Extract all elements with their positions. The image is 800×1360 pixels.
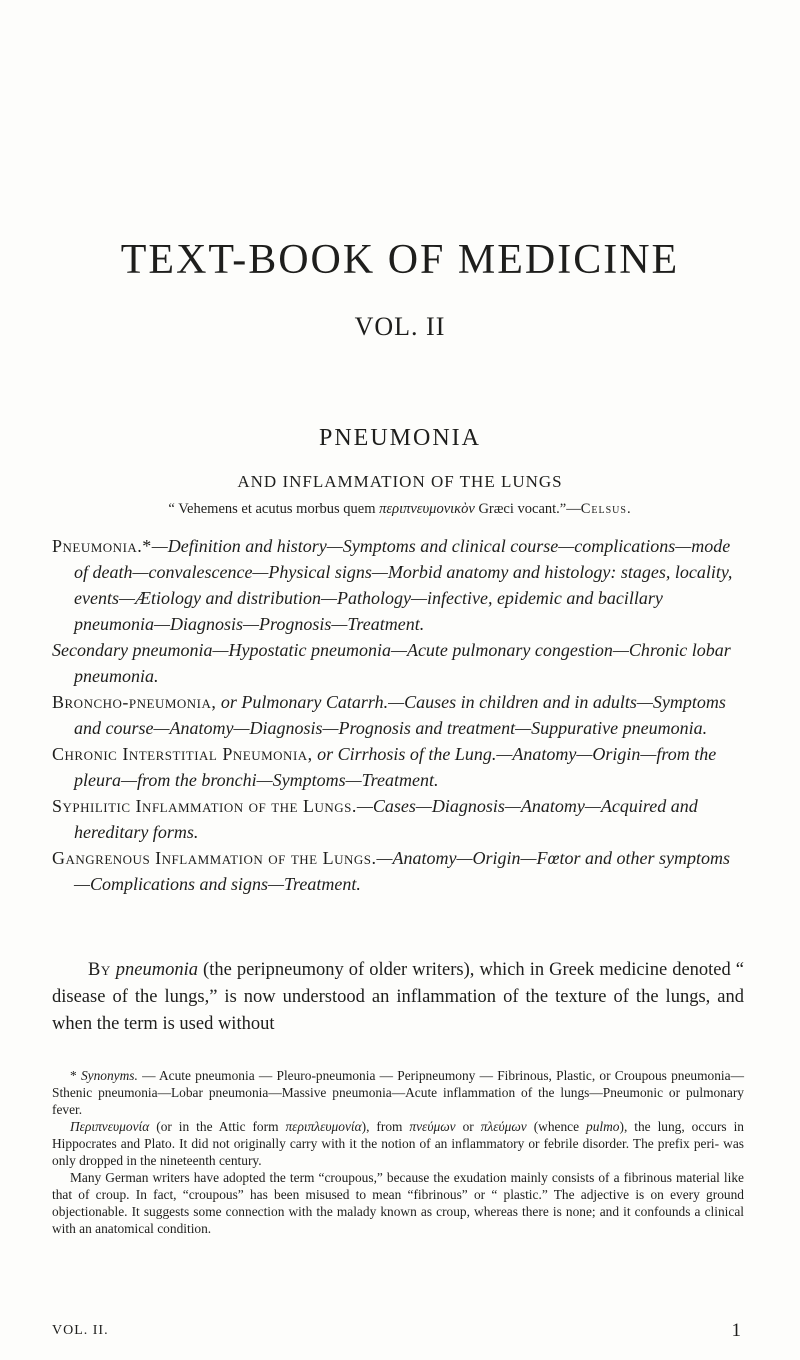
chapter-title: PNEUMONIA bbox=[319, 425, 481, 451]
body-term: pneumonia bbox=[115, 960, 198, 980]
synopsis-topics: or Pulmonary Catarrh.—Causes in children and in adults—Symptoms and course—Anatomy—Diagnosis—Prognosis and treatment—Suppurative pneumonia. bbox=[74, 692, 726, 738]
page-number: 1 bbox=[731, 1320, 742, 1341]
footnote-marker: * bbox=[70, 1068, 77, 1083]
synopsis-topics: —Cases—Diagnosis—Anatomy—Acquired and hereditary forms. bbox=[74, 796, 698, 842]
synopsis-heading: Gangrenous Inflammation of the Lungs. bbox=[52, 848, 377, 868]
epigraph-author: Celsus. bbox=[580, 501, 632, 517]
body-lead-word: By bbox=[88, 960, 111, 980]
synopsis-heading: Chronic Interstitial Pneumonia, bbox=[52, 744, 313, 764]
synopsis-topics: or Cirrhosis of the Lung.—Anatomy—Origin—from the pleura—from the bronchi—Symptoms—Treatment. bbox=[74, 744, 717, 790]
epigraph-text-start: “ Vehemens et acutus morbus quem bbox=[168, 501, 380, 517]
footnote-text: ), from bbox=[361, 1119, 410, 1134]
footnote-label: Synonyms. bbox=[80, 1068, 138, 1083]
synopsis-entry bbox=[52, 533, 744, 637]
synopsis-entry bbox=[52, 793, 744, 845]
synopsis-entry bbox=[52, 741, 744, 793]
volume-label: VOL. II bbox=[354, 312, 446, 341]
footnote-latin-term: pulmo bbox=[586, 1119, 620, 1134]
footnote-text: (or in the Attic form bbox=[149, 1119, 286, 1134]
synopsis-topics: —Definition and history—Symptoms and clinical course—complications—mode of death—convalescence—Physical signs—Morbid anatomy and histology: stages, locality, events—Ætiology and distribution—Pathology—infective, epidemic and bacillary pneumonia—Diagnosis—Prognosis—Treatment. bbox=[74, 536, 733, 634]
footnote-greek-term: πνεύμων bbox=[409, 1119, 456, 1134]
footnote-text: (whence bbox=[526, 1119, 587, 1134]
footnote-croupous-note: Many German writers have adopted the term “croupous,” because the exudation mainly consists of a fibrinous material like that of croup. In fact, “croupous” has been misused to mean “fibrinous” or “ plastic.” The adjective is on every ground objectionable. It suggests some connection with the malady known as croup, whereas there is none; and it confounds a clinical with an anatomical condition. bbox=[52, 1170, 744, 1236]
footnote-greek-term: περιπλευμονία bbox=[285, 1119, 362, 1134]
chapter-subtitle: AND INFLAMMATION OF THE LUNGS bbox=[237, 472, 563, 491]
chapter-synopsis bbox=[52, 533, 744, 897]
synopsis-topics: —Anatomy—Origin—Fœtor and other symptoms—Complications and signs—Treatment. bbox=[74, 848, 731, 894]
footnote-synonyms-text: — Acute pneumonia — Pleuro-pneumonia — Peripneumony — Fibrinous, Plastic, or Croupous pneumonia—Sthenic pneumonia—Lobar pneumonia—Massive pneumonia—Acute inflammation of the lungs—Pneumonic or pulmonary fever. bbox=[52, 1068, 744, 1117]
synopsis-topics: Secondary pneumonia—Hypostatic pneumonia—Acute pulmonary congestion—Chronic lobar pneumonia. bbox=[52, 640, 731, 686]
synopsis-entry bbox=[52, 637, 744, 689]
body-paragraph bbox=[52, 957, 744, 1038]
footer-volume-mark: VOL. II. bbox=[52, 1323, 109, 1338]
synopsis-entry bbox=[52, 845, 744, 897]
footnote-etymology bbox=[52, 1118, 744, 1169]
page-footer bbox=[52, 1320, 742, 1341]
synopsis-entry bbox=[52, 689, 744, 741]
synopsis-heading: Broncho-pneumonia, bbox=[52, 692, 217, 712]
epigraph-greek-word: περιπνευμονικὸν bbox=[379, 501, 475, 517]
epigraph-text-end: Græci vocant.”— bbox=[474, 501, 581, 517]
footnote-synonyms bbox=[52, 1067, 744, 1118]
synopsis-heading: Syphilitic Inflammation of the Lungs. bbox=[52, 796, 357, 816]
footnote-greek-term: Περιπνευμονία bbox=[70, 1119, 150, 1134]
footnote-text: ), the lung, occurs in Hippocrates and Plato. It did not originally carry with it the notion of an inflammatory or febrile disorder. The prefix peri- was only dropped in the nineteenth century. bbox=[52, 1119, 744, 1168]
synopsis-heading: Pneumonia.* bbox=[52, 536, 152, 556]
epigraph bbox=[0, 501, 800, 518]
footnote bbox=[52, 1067, 744, 1237]
footnote-greek-term: πλεύμων bbox=[480, 1119, 527, 1134]
body-text: (the peripneumony of older writers), which in Greek medicine denoted “ disease of the lungs,” is now understood an inflammation of the texture of the lungs, and when the term is used without bbox=[52, 960, 745, 1034]
book-title: TEXT-BOOK OF MEDICINE bbox=[120, 237, 680, 283]
footnote-text: or bbox=[455, 1119, 481, 1134]
